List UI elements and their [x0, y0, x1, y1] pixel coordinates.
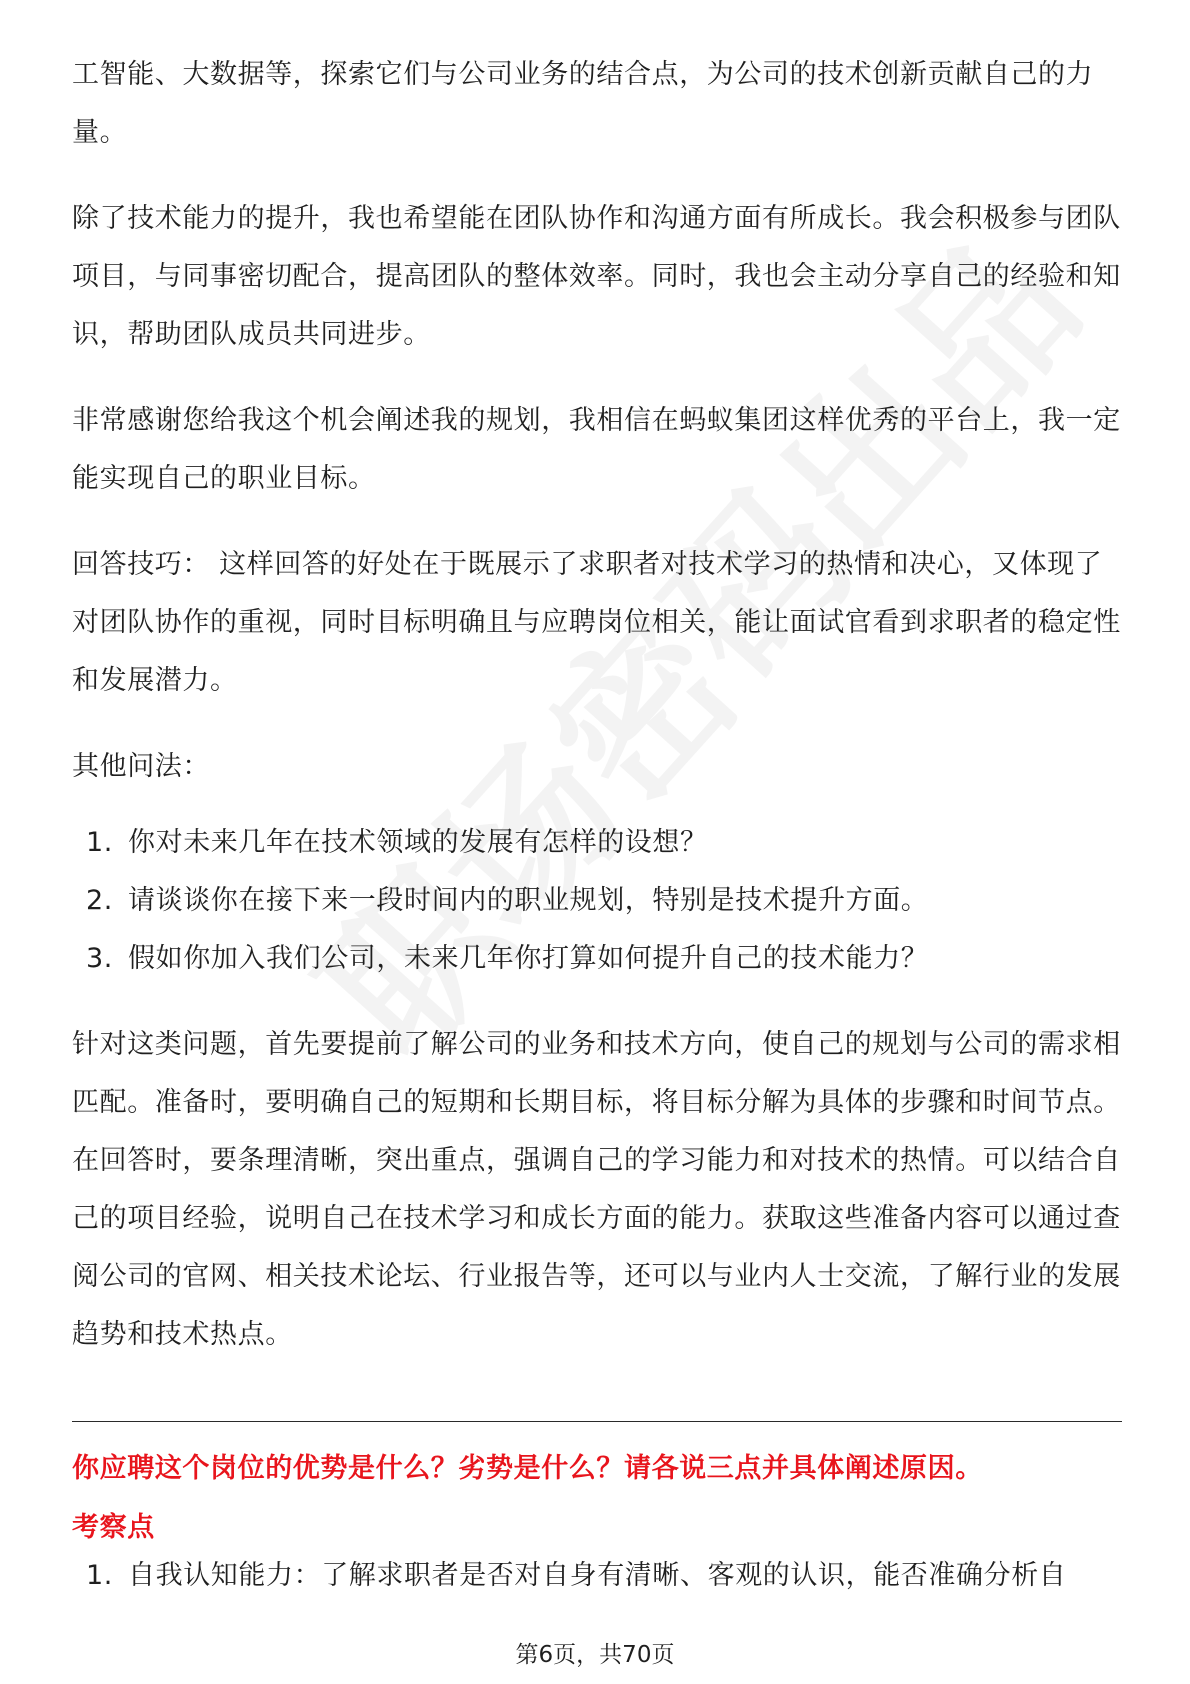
list-number: 1. [86, 1560, 113, 1591]
other-questions-heading: 其他问法： [72, 751, 210, 782]
other-questions-list [72, 814, 1122, 988]
section-label: 考察点 [72, 1512, 155, 1543]
document-body [72, 46, 1122, 1392]
paragraph: 工智能、大数据等，探索它们与公司业务的结合点，为公司的技术创新贡献自己的力量。 [72, 59, 1094, 148]
question-title: 你应聘这个岗位的优势是什么？劣势是什么？请各说三点并具体阐述原因。 [72, 1453, 983, 1484]
advice-paragraph: 针对这类问题，首先要提前了解公司的业务和技术方向，使自己的规划与公司的需求相匹配。准备时，要明确自己的短期和长期目标，将目标分解为具体的步骤和时间节点。在回答时，要条理清晰，突出重点，强调自己的学习能力和对技术的热情。可以结合自己的项目经验，说明自己在技术学习和成长方面的能力。获取这些准备内容可以通过查阅公司的官网、相关技术论坛、行业报告等，还可以与业内人士交流，了解行业的发展趋势和技术热点。 [72, 1029, 1121, 1350]
paragraph: 除了技术能力的提升，我也希望能在团队协作和沟通方面有所成长。我会积极参与团队项目，与同事密切配合，提高团队的整体效率。同时，我也会主动分享自己的经验和知识，帮助团队成员共同进步。 [72, 203, 1121, 350]
list-item-text: 假如你加入我们公司，未来几年你打算如何提升自己的技术能力？ [128, 943, 929, 974]
page-footer: 第6页，共70页 [515, 1642, 675, 1668]
list-item-text: 你对未来几年在技术领域的发展有怎样的设想？ [128, 827, 708, 858]
list-item [72, 814, 1122, 872]
answer-tip-paragraph: 回答技巧： 这样回答的好处在于既展示了求职者对技术学习的热情和决心，又体现了对团队协作的重视，同时目标明确且与应聘岗位相关，能让面试官看到求职者的稳定性和发展潜力。 [72, 549, 1121, 696]
list-item [72, 1556, 1122, 1596]
list-item [72, 930, 1122, 988]
list-item-text: 请谈谈你在接下来一段时间内的职业规划，特别是技术提升方面。 [128, 885, 929, 916]
paragraph: 非常感谢您给我这个机会阐述我的规划，我相信在蚂蚁集团这样优秀的平台上，我一定能实现自己的职业目标。 [72, 405, 1121, 494]
list-number: 3. [86, 943, 113, 974]
list-item [72, 872, 1122, 930]
list-number: 1. [86, 827, 113, 858]
list-number: 2. [86, 885, 113, 916]
list-item-text: 自我认知能力：了解求职者是否对自身有清晰、客观的认识，能否准确分析自 [128, 1560, 1067, 1591]
section-divider [72, 1421, 1122, 1422]
